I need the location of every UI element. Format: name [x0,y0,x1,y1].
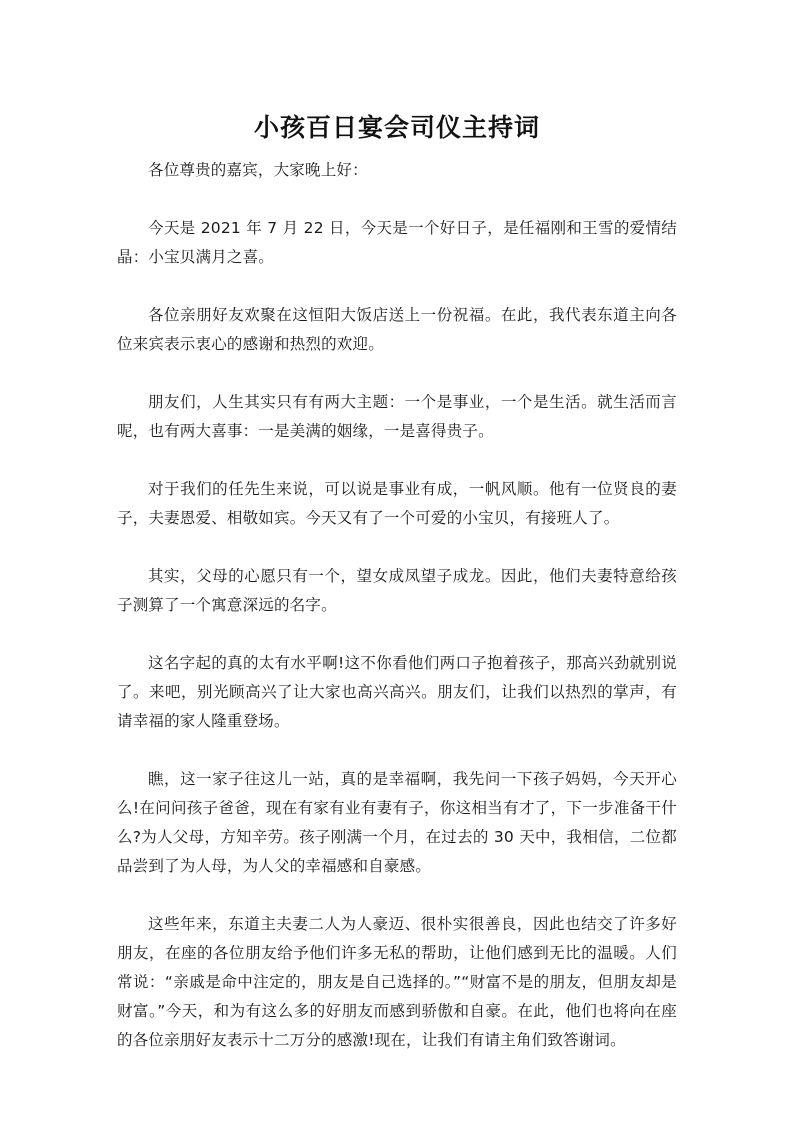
paragraph-family: 瞧，这一家子往这儿一站，真的是幸福啊，我先问一下孩子妈妈，今天开心么!在问问孩子爸爸，现在有家有业有妻有子，你这相当有才了，下一步准备干什么?为人父母，方知辛劳。孩子刚满一个月，在过去的 30 天中，我相信，二位都品尝到了为人母，为人父的幸福感和自豪感。 [117,770,677,875]
document-body [117,156,677,1084]
paragraph-applause: 这名字起的真的太有水平啊!这不你看他们两口子抱着孩子，那高兴劲就别说了。来吧，别光顾高兴了让大家也高兴高兴。朋友们，让我们以热烈的掌声，有请幸福的家人隆重登场。 [117,654,677,730]
paragraph-mr-ren: 对于我们的任先生来说，可以说是事业有成，一帆风顺。他有一位贤良的妻子，夫妻恩爱、相敬如宾。今天又有了一个可爱的小宝贝，有接班人了。 [117,480,677,527]
paragraph-date: 今天是 2021 年 7 月 22 日，今天是一个好日子，是任福刚和王雪的爱情结晶：小宝贝满月之喜。 [117,219,677,266]
page-title: 小孩百日宴会司仪主持词 [253,113,540,142]
paragraph-themes: 朋友们，人生其实只有有两大主题：一个是事业，一个是生活。就生活而言呢，也有两大喜事：一是美满的姻缘，一是喜得贵子。 [117,393,677,440]
paragraph-welcome: 各位亲朋好友欢聚在这恒阳大饭店送上一份祝福。在此，我代表东道主向各位来宾表示衷心的感谢和热烈的欢迎。 [117,306,677,353]
paragraph-name: 其实，父母的心愿只有一个，望女成凤望子成龙。因此，他们夫妻特意给孩子测算了一个寓意深远的名字。 [117,567,677,614]
paragraph-friends: 这些年来，东道主夫妻二人为人豪迈、很朴实很善良，因此也结交了许多好朋友，在座的各位朋友给予他们许多无私的帮助，让他们感到无比的温暖。人们常说：“亲戚是命中注定的，朋友是自己选择的。”“财富不是的朋友，但朋友却是财富。”今天，和为有这么多的好朋友而感到骄傲和自豪。在此，他们也将向在座的各位亲朋好友表示十二万分的感激!现在，让我们有请主角们致答谢词。 [117,915,677,1049]
paragraph-greeting: 各位尊贵的嘉宾，大家晚上好： [148,161,368,179]
